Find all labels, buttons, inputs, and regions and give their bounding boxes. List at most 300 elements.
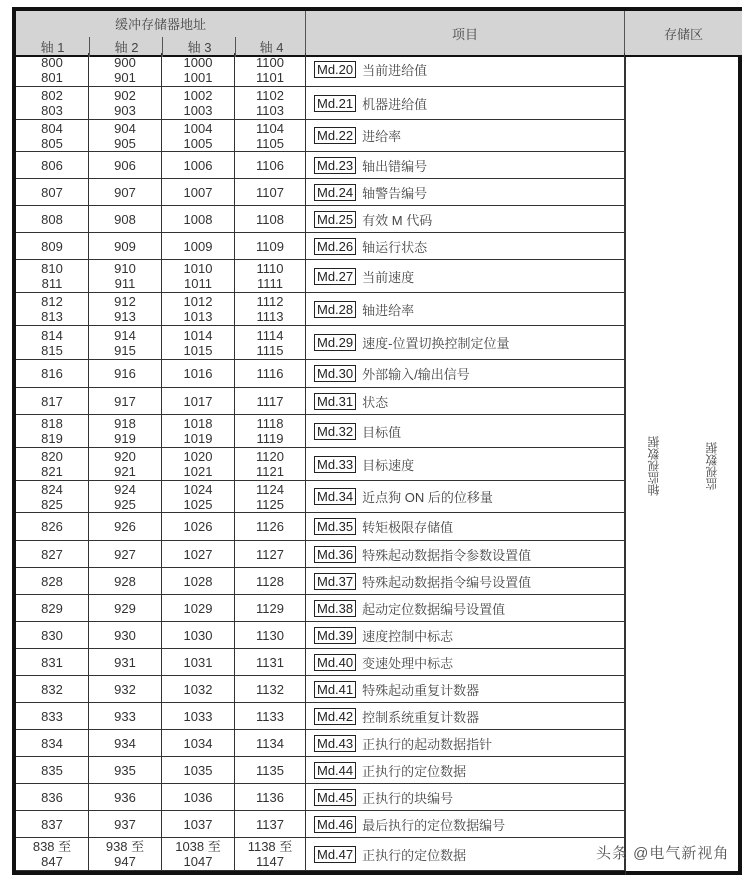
item-name: 速度-位置切换控制定位量 <box>362 336 510 351</box>
address-value: 832 <box>41 681 63 697</box>
address-value: 1125 <box>256 496 284 512</box>
address-cell-axis-4 <box>235 568 306 595</box>
address-cell-axis-3 <box>162 360 235 388</box>
address-value: 1134 <box>256 735 284 751</box>
storage-area-axis-monitor <box>625 57 681 875</box>
address-cell-axis-4 <box>235 206 306 233</box>
address-cell-axis-2 <box>89 293 162 326</box>
address-cell-axis-3 <box>162 595 235 622</box>
item-name: 进给率 <box>362 129 402 144</box>
item-name: 轴进给率 <box>362 302 415 318</box>
address-cell-axis-3 <box>162 513 235 541</box>
address-value: 932 <box>114 681 136 697</box>
address-cell-axis-3 <box>162 87 235 120</box>
address-value: 1138 至 <box>247 839 293 854</box>
address-cell-axis-2 <box>89 757 162 784</box>
address-cell-axis-4 <box>235 87 306 120</box>
address-value: 1016 <box>183 366 213 381</box>
address-value: 1018 <box>183 416 213 431</box>
table-row-item <box>306 293 625 326</box>
table-row-item <box>306 595 625 622</box>
address-value: 817 <box>41 393 63 409</box>
address-value: 808 <box>41 211 63 227</box>
item-name: 控制系统重复计数器 <box>362 709 480 725</box>
table-row-item <box>306 622 625 649</box>
address-cell-axis-3 <box>162 293 235 326</box>
item-name: 当前进给值 <box>362 63 428 78</box>
address-cell-axis-3 <box>162 730 235 757</box>
address-value: 1103 <box>256 103 284 118</box>
md-code-badge: Md.30 <box>314 365 356 382</box>
buffer-memory-table <box>12 7 742 875</box>
address-cell-axis-2 <box>89 481 162 513</box>
address-value: 919 <box>114 431 136 446</box>
table-row-item <box>306 838 625 871</box>
item-name: 正执行的起动数据指针 <box>362 736 493 752</box>
address-value: 1004 <box>183 120 213 136</box>
address-value: 915 <box>114 342 136 358</box>
address-value: 1006 <box>183 157 213 173</box>
address-value: 1118 <box>256 416 284 431</box>
table-row-item <box>306 233 625 260</box>
address-value: 1001 <box>183 69 213 85</box>
address-cell-axis-1 <box>16 541 89 568</box>
address-value: 1037 <box>183 816 213 832</box>
address-value: 1032 <box>183 681 213 697</box>
address-value: 1119 <box>256 431 284 446</box>
address-cell-axis-2 <box>89 179 162 206</box>
item-name: 状态 <box>362 394 389 410</box>
address-value: 826 <box>41 519 63 534</box>
address-value: 1021 <box>183 464 213 479</box>
address-cell-axis-1 <box>16 260 89 293</box>
address-value: 924 <box>114 481 136 497</box>
address-value: 1010 <box>183 261 213 276</box>
address-value: 815 <box>41 342 63 358</box>
address-cell-axis-1 <box>16 448 89 481</box>
address-cell-axis-1 <box>16 53 89 87</box>
address-cell-axis-1 <box>16 595 89 622</box>
address-value: 800 <box>41 54 63 70</box>
address-cell-axis-4 <box>235 293 306 326</box>
address-value: 925 <box>114 496 136 512</box>
address-cell-axis-1 <box>16 415 89 448</box>
md-code-badge: Md.37 <box>314 573 356 590</box>
md-code-badge: Md.47 <box>314 846 356 863</box>
md-code-badge: Md.25 <box>314 211 356 228</box>
item-name: 目标值 <box>362 424 402 440</box>
address-cell-axis-4 <box>235 595 306 622</box>
address-value: 829 <box>41 600 63 616</box>
address-value: 928 <box>114 573 136 589</box>
item-title: 项目 <box>451 26 478 42</box>
table-row-item <box>306 152 625 179</box>
address-cell-axis-4 <box>235 703 306 730</box>
address-cell-axis-4 <box>235 53 306 87</box>
watermark: 头条 @电气新视角 <box>596 845 730 862</box>
address-cell-axis-2 <box>89 152 162 179</box>
table-row-item <box>306 811 625 838</box>
address-value: 908 <box>114 211 136 227</box>
address-value: 1033 <box>183 708 213 724</box>
address-cell-axis-4 <box>235 811 306 838</box>
address-cell-axis-2 <box>89 811 162 838</box>
address-cell-axis-2 <box>89 784 162 811</box>
item-name: 特殊起动重复计数器 <box>362 682 480 698</box>
address-cell-axis-1 <box>16 757 89 784</box>
md-code-badge: Md.43 <box>314 735 356 752</box>
address-cell-axis-3 <box>162 415 235 448</box>
address-cell-axis-4 <box>235 649 306 676</box>
address-cell-axis-2 <box>89 260 162 293</box>
address-cell-axis-1 <box>16 179 89 206</box>
address-cell-axis-3 <box>162 703 235 730</box>
address-value: 926 <box>114 519 136 534</box>
address-value: 935 <box>114 762 136 778</box>
address-cell-axis-4 <box>235 326 306 360</box>
address-cell-axis-2 <box>89 730 162 757</box>
address-cell-axis-4 <box>235 179 306 206</box>
address-value: 1011 <box>184 276 212 291</box>
address-value: 816 <box>41 366 63 381</box>
address-value: 934 <box>114 735 136 751</box>
table-row-item <box>306 87 625 120</box>
address-value: 1028 <box>183 573 213 589</box>
address-cell-axis-4 <box>235 233 306 260</box>
address-cell-axis-3 <box>162 179 235 206</box>
address-cell-axis-3 <box>162 622 235 649</box>
address-value: 917 <box>114 393 136 409</box>
address-cell-axis-1 <box>16 87 89 120</box>
address-value: 1109 <box>256 238 284 254</box>
address-value: 825 <box>41 496 63 512</box>
address-value: 812 <box>41 294 63 309</box>
address-cell-axis-3 <box>162 120 235 152</box>
address-cell-axis-2 <box>89 448 162 481</box>
address-value: 1132 <box>256 681 284 697</box>
item-name: 机器进给值 <box>362 96 428 112</box>
address-value: 1036 <box>183 789 213 805</box>
address-cell-axis-1 <box>16 649 89 676</box>
address-value: 810 <box>41 261 63 276</box>
address-value: 927 <box>114 546 136 562</box>
address-value: 801 <box>41 69 63 85</box>
address-value: 821 <box>41 464 63 479</box>
address-cell-axis-1 <box>16 388 89 415</box>
table-row-item <box>306 260 625 293</box>
address-value: 1113 <box>256 309 284 324</box>
address-cell-axis-3 <box>162 811 235 838</box>
address-cell-axis-4 <box>235 838 306 871</box>
address-cell-axis-2 <box>89 326 162 360</box>
address-value: 811 <box>41 276 63 291</box>
address-value: 827 <box>41 546 63 562</box>
address-value: 930 <box>114 627 136 643</box>
item-name: 特殊起动数据指令参数设置值 <box>362 547 532 563</box>
address-value: 1115 <box>256 342 284 358</box>
address-value: 1029 <box>183 600 213 616</box>
address-value: 1126 <box>256 519 284 534</box>
address-value: 1120 <box>256 449 284 464</box>
address-value: 1101 <box>256 69 284 85</box>
address-value: 938 至 <box>105 839 145 854</box>
md-code-badge: Md.24 <box>314 184 356 201</box>
md-code-badge: Md.46 <box>314 816 356 833</box>
address-cell-axis-1 <box>16 622 89 649</box>
md-code-badge: Md.33 <box>314 456 356 473</box>
address-value: 936 <box>114 789 136 805</box>
address-cell-axis-4 <box>235 260 306 293</box>
address-value: 804 <box>41 120 63 136</box>
address-value: 1026 <box>183 519 213 534</box>
item-name: 外部输入/输出信号 <box>362 367 470 382</box>
address-cell-axis-4 <box>235 730 306 757</box>
address-value: 931 <box>114 654 136 670</box>
md-code-badge: Md.34 <box>314 488 356 505</box>
address-value: 1031 <box>183 654 213 670</box>
address-cell-axis-1 <box>16 838 89 871</box>
address-value: 910 <box>114 261 136 276</box>
address-cell-axis-1 <box>16 206 89 233</box>
address-value: 1002 <box>183 88 213 103</box>
address-cell-axis-4 <box>235 757 306 784</box>
address-value: 833 <box>41 708 63 724</box>
address-value: 1000 <box>183 54 213 70</box>
address-value: 813 <box>41 309 63 324</box>
address-value: 947 <box>114 854 136 869</box>
address-value: 1128 <box>256 573 284 589</box>
address-cell-axis-1 <box>16 811 89 838</box>
address-cell-axis-1 <box>16 703 89 730</box>
address-cell-axis-1 <box>16 513 89 541</box>
table-row-item <box>306 388 625 415</box>
address-value: 904 <box>114 120 136 136</box>
address-cell-axis-4 <box>235 513 306 541</box>
address-value: 1005 <box>183 135 213 151</box>
storage-area-label-1: 轴监视数据 <box>647 436 661 496</box>
address-cell-axis-3 <box>162 784 235 811</box>
address-value: 1136 <box>256 789 284 805</box>
address-value: 831 <box>41 654 63 670</box>
address-cell-axis-1 <box>16 120 89 152</box>
item-name: 转矩极限存储值 <box>362 520 454 535</box>
md-code-badge: Md.21 <box>314 95 356 112</box>
md-code-badge: Md.36 <box>314 546 356 563</box>
axis-header-2: 轴 2 <box>89 37 163 57</box>
address-value: 1008 <box>183 211 213 227</box>
address-value: 1111 <box>256 276 284 291</box>
address-cell-axis-4 <box>235 541 306 568</box>
address-value: 1116 <box>256 366 284 381</box>
item-name: 轴运行状态 <box>362 239 428 255</box>
address-value: 903 <box>114 103 136 118</box>
item-name: 目标速度 <box>362 457 415 473</box>
item-name: 正执行的定位数据 <box>362 847 467 863</box>
address-value: 1015 <box>183 342 213 358</box>
address-value: 1013 <box>183 309 213 324</box>
address-value: 1110 <box>256 261 284 276</box>
address-value: 1108 <box>256 211 284 227</box>
address-cell-axis-4 <box>235 415 306 448</box>
address-cell-axis-3 <box>162 448 235 481</box>
address-value: 1133 <box>256 708 284 724</box>
header-item <box>306 11 625 57</box>
item-name: 正执行的块编号 <box>362 790 454 806</box>
address-value: 1025 <box>183 496 213 512</box>
address-value: 921 <box>114 464 136 479</box>
md-code-badge: Md.44 <box>314 762 356 779</box>
address-value: 847 <box>41 854 63 869</box>
address-cell-axis-4 <box>235 448 306 481</box>
address-cell-axis-3 <box>162 152 235 179</box>
table-row-item <box>306 448 625 481</box>
item-name: 正执行的定位数据 <box>362 763 467 779</box>
address-cell-axis-2 <box>89 649 162 676</box>
address-cell-axis-1 <box>16 233 89 260</box>
table-row-item <box>306 360 625 388</box>
address-value: 1106 <box>256 157 284 173</box>
address-cell-axis-1 <box>16 568 89 595</box>
address-value: 838 至 <box>32 839 72 854</box>
address-value: 911 <box>114 276 136 291</box>
md-code-badge: Md.38 <box>314 600 356 617</box>
table-row-item <box>306 649 625 676</box>
item-name: 特殊起动数据指令编号设置值 <box>362 574 532 590</box>
address-value: 914 <box>114 327 136 343</box>
address-value: 1100 <box>256 54 284 70</box>
address-cell-axis-2 <box>89 595 162 622</box>
address-value: 901 <box>114 69 136 85</box>
table-row-item <box>306 120 625 152</box>
axis-header-3: 轴 3 <box>162 37 236 57</box>
md-code-badge: Md.41 <box>314 681 356 698</box>
address-value: 1012 <box>183 294 213 309</box>
md-code-badge: Md.28 <box>314 301 356 318</box>
address-cell-axis-2 <box>89 622 162 649</box>
address-value: 1027 <box>183 546 213 562</box>
storage-title: 存储区 <box>663 26 703 42</box>
address-value: 830 <box>41 627 63 643</box>
address-cell-axis-4 <box>235 676 306 703</box>
axis-header-1: 轴 1 <box>40 40 65 55</box>
address-cell-axis-2 <box>89 360 162 388</box>
address-cell-axis-1 <box>16 730 89 757</box>
address-value: 1030 <box>183 627 213 643</box>
md-code-badge: Md.29 <box>314 334 356 351</box>
address-value: 1130 <box>256 627 284 643</box>
address-value: 834 <box>41 735 63 751</box>
address-value: 835 <box>41 762 63 778</box>
address-value: 818 <box>41 416 63 431</box>
address-value: 933 <box>114 708 136 724</box>
item-name: 轴出错编号 <box>362 158 428 174</box>
address-value: 1137 <box>256 816 284 832</box>
address-value: 1047 <box>183 854 213 869</box>
address-cell-axis-1 <box>16 676 89 703</box>
address-value: 1019 <box>183 431 213 446</box>
address-cell-axis-4 <box>235 360 306 388</box>
address-cell-axis-1 <box>16 326 89 360</box>
address-value: 916 <box>114 366 136 381</box>
address-value: 1024 <box>183 481 213 497</box>
address-cell-axis-2 <box>89 513 162 541</box>
address-cell-axis-3 <box>162 757 235 784</box>
header-buffer-address <box>16 11 306 57</box>
table-row-item <box>306 326 625 360</box>
table-row-item <box>306 703 625 730</box>
table-row-item <box>306 757 625 784</box>
table-row-item <box>306 415 625 448</box>
address-cell-axis-3 <box>162 481 235 513</box>
address-value: 902 <box>114 88 136 103</box>
address-cell-axis-4 <box>235 481 306 513</box>
buffer-title: 缓冲存储器地址 <box>114 17 206 32</box>
address-cell-axis-2 <box>89 206 162 233</box>
address-value: 1035 <box>183 762 213 778</box>
address-value: 905 <box>114 135 136 151</box>
md-code-badge: Md.42 <box>314 708 356 725</box>
address-cell-axis-3 <box>162 233 235 260</box>
item-name: 变速处理中标志 <box>362 655 454 671</box>
address-cell-axis-3 <box>162 568 235 595</box>
address-value: 806 <box>41 157 63 173</box>
address-cell-axis-3 <box>162 53 235 87</box>
address-value: 907 <box>114 184 136 200</box>
address-value: 937 <box>114 816 136 832</box>
table-row-item <box>306 53 625 87</box>
address-cell-axis-4 <box>235 784 306 811</box>
address-cell-axis-2 <box>89 415 162 448</box>
address-value: 1127 <box>256 546 284 562</box>
md-code-badge: Md.26 <box>314 238 356 255</box>
address-cell-axis-1 <box>16 152 89 179</box>
address-value: 929 <box>114 600 136 616</box>
address-value: 913 <box>114 309 136 324</box>
item-name: 最后执行的定位数据编号 <box>362 817 506 833</box>
address-cell-axis-1 <box>16 481 89 513</box>
md-code-badge: Md.45 <box>314 789 356 806</box>
address-value: 900 <box>114 54 136 70</box>
address-value: 1124 <box>256 481 284 497</box>
md-code-badge: Md.22 <box>314 127 356 144</box>
table-row-item <box>306 513 625 541</box>
address-value: 1003 <box>183 103 213 118</box>
address-cell-axis-3 <box>162 206 235 233</box>
address-value: 912 <box>114 294 136 309</box>
address-cell-axis-1 <box>16 784 89 811</box>
md-code-badge: Md.31 <box>314 393 356 410</box>
address-value: 1009 <box>183 238 213 254</box>
address-value: 1147 <box>256 854 284 869</box>
address-cell-axis-2 <box>89 676 162 703</box>
table-row-item <box>306 206 625 233</box>
address-value: 906 <box>114 157 136 173</box>
address-cell-axis-2 <box>89 87 162 120</box>
item-name: 有效 M 代码 <box>362 212 433 228</box>
address-cell-axis-3 <box>162 676 235 703</box>
item-name: 起动定位数据编号设置值 <box>362 601 506 617</box>
address-value: 824 <box>41 481 63 497</box>
md-code-badge: Md.23 <box>314 157 356 174</box>
address-value: 828 <box>41 573 63 589</box>
address-value: 809 <box>41 238 63 254</box>
address-value: 1007 <box>183 184 213 200</box>
address-cell-axis-2 <box>89 120 162 152</box>
address-cell-axis-4 <box>235 120 306 152</box>
address-value: 819 <box>41 431 63 446</box>
address-value: 820 <box>41 449 63 464</box>
address-cell-axis-2 <box>89 233 162 260</box>
